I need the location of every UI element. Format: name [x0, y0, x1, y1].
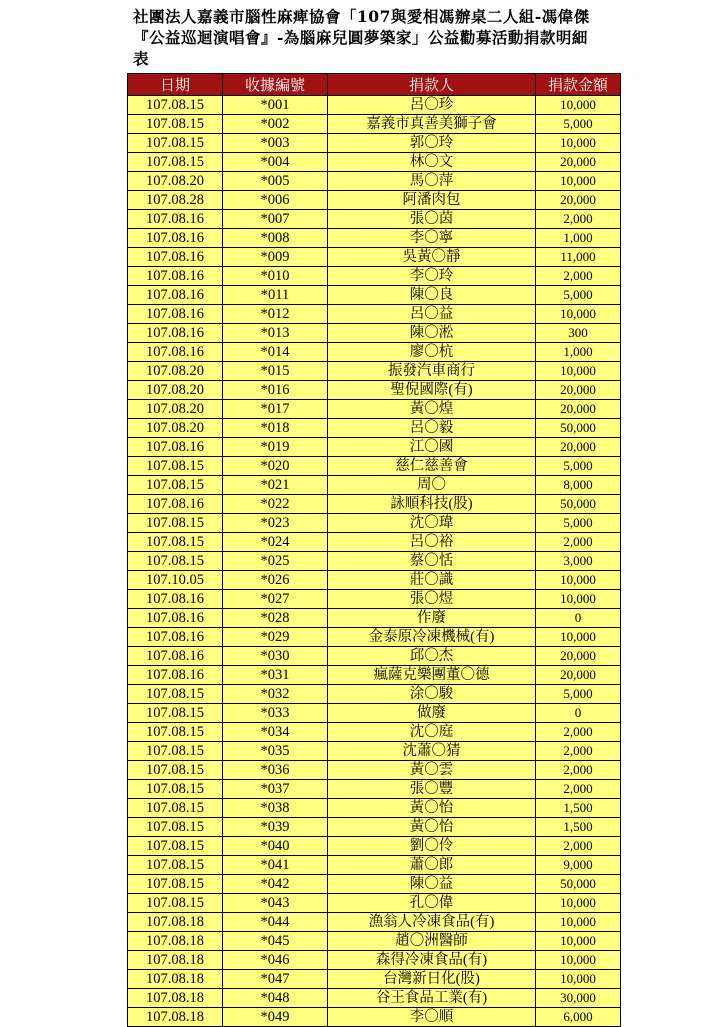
- amount-cell: 2,000: [536, 761, 621, 780]
- date-cell: 107.08.15: [128, 894, 223, 913]
- table-row: [128, 647, 621, 666]
- donor-cell: 張〇茵: [328, 210, 536, 229]
- table-row: [128, 799, 621, 818]
- receipt-no-cell: *015: [223, 362, 328, 381]
- table-row: [128, 666, 621, 685]
- amount-cell: 10,000: [536, 951, 621, 970]
- date-cell: 107.08.16: [128, 666, 223, 685]
- donor-cell: 振發汽車商行: [328, 362, 536, 381]
- table-row: [128, 191, 621, 210]
- table-row: [128, 533, 621, 552]
- date-cell: 107.08.15: [128, 742, 223, 761]
- table-row: [128, 476, 621, 495]
- table-body: [128, 96, 621, 1027]
- amount-cell: 50,000: [536, 495, 621, 514]
- receipt-no-cell: *043: [223, 894, 328, 913]
- date-cell: 107.08.28: [128, 191, 223, 210]
- amount-cell: 0: [536, 609, 621, 628]
- receipt-no-cell: *031: [223, 666, 328, 685]
- receipt-no-cell: *024: [223, 533, 328, 552]
- date-cell: 107.08.18: [128, 932, 223, 951]
- table-row: [128, 229, 621, 248]
- amount-cell: 30,000: [536, 989, 621, 1008]
- amount-cell: 10,000: [536, 362, 621, 381]
- table-row: [128, 305, 621, 324]
- receipt-no-cell: *029: [223, 628, 328, 647]
- date-cell: 107.08.18: [128, 1008, 223, 1027]
- amount-cell: 20,000: [536, 191, 621, 210]
- table-row: [128, 286, 621, 305]
- amount-cell: 5,000: [536, 286, 621, 305]
- donor-cell: 谷王食品工業(有): [328, 989, 536, 1008]
- date-cell: 107.08.16: [128, 267, 223, 286]
- date-cell: 107.08.20: [128, 400, 223, 419]
- date-cell: 107.08.16: [128, 438, 223, 457]
- date-cell: 107.08.16: [128, 324, 223, 343]
- table-row: [128, 913, 621, 932]
- receipt-no-cell: *017: [223, 400, 328, 419]
- donor-cell: 廖〇杭: [328, 343, 536, 362]
- amount-cell: 2,000: [536, 723, 621, 742]
- table-row: [128, 856, 621, 875]
- amount-cell: 10,000: [536, 571, 621, 590]
- date-cell: 107.08.16: [128, 229, 223, 248]
- date-cell: 107.10.05: [128, 571, 223, 590]
- receipt-no-cell: *045: [223, 932, 328, 951]
- amount-cell: 50,000: [536, 419, 621, 438]
- table-row: [128, 875, 621, 894]
- table-row: [128, 248, 621, 267]
- table-row: [128, 970, 621, 989]
- table-row: [128, 723, 621, 742]
- donor-cell: 慈仁慈善會: [328, 457, 536, 476]
- donor-cell: 沈蕭〇猜: [328, 742, 536, 761]
- table-row: [128, 590, 621, 609]
- receipt-no-cell: *003: [223, 134, 328, 153]
- donor-cell: 陳〇益: [328, 875, 536, 894]
- table-row: [128, 837, 621, 856]
- receipt-no-cell: *032: [223, 685, 328, 704]
- donor-cell: 做廢: [328, 704, 536, 723]
- receipt-no-cell: *005: [223, 172, 328, 191]
- receipt-no-cell: *046: [223, 951, 328, 970]
- date-cell: 107.08.20: [128, 381, 223, 400]
- header-receipt-no: 收據編號: [223, 74, 328, 96]
- amount-cell: 20,000: [536, 666, 621, 685]
- donor-cell: 陳〇良: [328, 286, 536, 305]
- table-row: [128, 894, 621, 913]
- date-cell: 107.08.15: [128, 818, 223, 837]
- receipt-no-cell: *007: [223, 210, 328, 229]
- donor-cell: 李〇順: [328, 1008, 536, 1027]
- amount-cell: 20,000: [536, 647, 621, 666]
- date-cell: 107.08.18: [128, 913, 223, 932]
- table-row: [128, 153, 621, 172]
- receipt-no-cell: *033: [223, 704, 328, 723]
- table-row: [128, 381, 621, 400]
- receipt-no-cell: *044: [223, 913, 328, 932]
- table-row: [128, 172, 621, 191]
- date-cell: 107.08.15: [128, 723, 223, 742]
- donor-cell: 李〇玲: [328, 267, 536, 286]
- donor-cell: 馬〇萍: [328, 172, 536, 191]
- receipt-no-cell: *039: [223, 818, 328, 837]
- receipt-no-cell: *037: [223, 780, 328, 799]
- table-row: [128, 552, 621, 571]
- amount-cell: 20,000: [536, 438, 621, 457]
- amount-cell: 10,000: [536, 134, 621, 153]
- donor-cell: 林〇文: [328, 153, 536, 172]
- receipt-no-cell: *048: [223, 989, 328, 1008]
- donor-cell: 森得冷凍食品(有): [328, 951, 536, 970]
- date-cell: 107.08.15: [128, 704, 223, 723]
- receipt-no-cell: *038: [223, 799, 328, 818]
- amount-cell: 10,000: [536, 932, 621, 951]
- date-cell: 107.08.18: [128, 970, 223, 989]
- receipt-no-cell: *010: [223, 267, 328, 286]
- table-row: [128, 704, 621, 723]
- receipt-no-cell: *008: [223, 229, 328, 248]
- receipt-no-cell: *006: [223, 191, 328, 210]
- amount-cell: 1,000: [536, 343, 621, 362]
- amount-cell: 10,000: [536, 305, 621, 324]
- date-cell: 107.08.15: [128, 514, 223, 533]
- table-row: [128, 400, 621, 419]
- amount-cell: 10,000: [536, 590, 621, 609]
- table-row: [128, 932, 621, 951]
- date-cell: 107.08.16: [128, 495, 223, 514]
- receipt-no-cell: *027: [223, 590, 328, 609]
- donor-cell: 呂〇珍: [328, 96, 536, 115]
- date-cell: 107.08.16: [128, 210, 223, 229]
- table-row: [128, 742, 621, 761]
- receipt-no-cell: *018: [223, 419, 328, 438]
- date-cell: 107.08.15: [128, 115, 223, 134]
- receipt-no-cell: *030: [223, 647, 328, 666]
- donor-cell: 聖倪國際(有): [328, 381, 536, 400]
- header-amount: 捐款金額: [536, 74, 621, 96]
- table-row: [128, 571, 621, 590]
- receipt-no-cell: *013: [223, 324, 328, 343]
- date-cell: 107.08.15: [128, 856, 223, 875]
- date-cell: 107.08.15: [128, 134, 223, 153]
- amount-cell: 1,000: [536, 229, 621, 248]
- date-cell: 107.08.20: [128, 172, 223, 191]
- amount-cell: 50,000: [536, 875, 621, 894]
- date-cell: 107.08.16: [128, 248, 223, 267]
- donor-cell: 金泰原冷凍機械(有): [328, 628, 536, 647]
- amount-cell: 5,000: [536, 115, 621, 134]
- donor-cell: 漁翁人冷凍食品(有): [328, 913, 536, 932]
- donor-cell: 劉〇伶: [328, 837, 536, 856]
- header-donor: 捐款人: [328, 74, 536, 96]
- date-cell: 107.08.16: [128, 609, 223, 628]
- table-row: [128, 761, 621, 780]
- amount-cell: 5,000: [536, 685, 621, 704]
- receipt-no-cell: *014: [223, 343, 328, 362]
- header-date: 日期: [128, 74, 223, 96]
- donor-cell: 阿潘肉包: [328, 191, 536, 210]
- date-cell: 107.08.15: [128, 837, 223, 856]
- donor-cell: 台灣新日化(股): [328, 970, 536, 989]
- date-cell: 107.08.15: [128, 685, 223, 704]
- receipt-no-cell: *023: [223, 514, 328, 533]
- date-cell: 107.08.15: [128, 799, 223, 818]
- table-row: [128, 343, 621, 362]
- donor-cell: 李〇寧: [328, 229, 536, 248]
- donor-cell: 趙〇洲醫師: [328, 932, 536, 951]
- amount-cell: 20,000: [536, 153, 621, 172]
- date-cell: 107.08.16: [128, 305, 223, 324]
- date-cell: 107.08.20: [128, 419, 223, 438]
- receipt-no-cell: *049: [223, 1008, 328, 1027]
- date-cell: 107.08.15: [128, 153, 223, 172]
- donor-cell: 沈〇瑋: [328, 514, 536, 533]
- amount-cell: 2,000: [536, 533, 621, 552]
- amount-cell: 20,000: [536, 381, 621, 400]
- receipt-no-cell: *025: [223, 552, 328, 571]
- donor-cell: 陳〇淞: [328, 324, 536, 343]
- donor-cell: 呂〇毅: [328, 419, 536, 438]
- receipt-no-cell: *009: [223, 248, 328, 267]
- receipt-no-cell: *012: [223, 305, 328, 324]
- amount-cell: 10,000: [536, 96, 621, 115]
- amount-cell: 2,000: [536, 780, 621, 799]
- table-row: [128, 438, 621, 457]
- receipt-no-cell: *016: [223, 381, 328, 400]
- donor-cell: 郭〇玲: [328, 134, 536, 153]
- receipt-no-cell: *041: [223, 856, 328, 875]
- receipt-no-cell: *021: [223, 476, 328, 495]
- receipt-no-cell: *002: [223, 115, 328, 134]
- amount-cell: 11,000: [536, 248, 621, 267]
- donation-table: [127, 73, 621, 1027]
- amount-cell: 10,000: [536, 172, 621, 191]
- donor-cell: 詠順科技(股): [328, 495, 536, 514]
- amount-cell: 5,000: [536, 457, 621, 476]
- amount-cell: 8,000: [536, 476, 621, 495]
- amount-cell: 0: [536, 704, 621, 723]
- amount-cell: 10,000: [536, 970, 621, 989]
- date-cell: 107.08.15: [128, 476, 223, 495]
- amount-cell: 300: [536, 324, 621, 343]
- amount-cell: 1,500: [536, 799, 621, 818]
- table-row: [128, 457, 621, 476]
- date-cell: 107.08.15: [128, 96, 223, 115]
- table-header-row: [128, 74, 621, 96]
- donor-cell: 孔〇偉: [328, 894, 536, 913]
- receipt-no-cell: *011: [223, 286, 328, 305]
- table-row: [128, 210, 621, 229]
- receipt-no-cell: *035: [223, 742, 328, 761]
- date-cell: 107.08.15: [128, 552, 223, 571]
- date-cell: 107.08.15: [128, 457, 223, 476]
- table-row: [128, 951, 621, 970]
- receipt-no-cell: *047: [223, 970, 328, 989]
- table-row: [128, 780, 621, 799]
- amount-cell: 10,000: [536, 628, 621, 647]
- amount-cell: 6,000: [536, 1008, 621, 1027]
- receipt-no-cell: *004: [223, 153, 328, 172]
- date-cell: 107.08.16: [128, 647, 223, 666]
- table-row: [128, 609, 621, 628]
- date-cell: 107.08.16: [128, 343, 223, 362]
- amount-cell: 2,000: [536, 210, 621, 229]
- donor-cell: 黃〇雲: [328, 761, 536, 780]
- amount-cell: 1,500: [536, 818, 621, 837]
- receipt-no-cell: *001: [223, 96, 328, 115]
- donor-cell: 吳黃〇靜: [328, 248, 536, 267]
- amount-cell: 2,000: [536, 267, 621, 286]
- table-row: [128, 419, 621, 438]
- table-row: [128, 495, 621, 514]
- date-cell: 107.08.18: [128, 989, 223, 1008]
- receipt-no-cell: *042: [223, 875, 328, 894]
- donor-cell: 蔡〇恬: [328, 552, 536, 571]
- table-row: [128, 628, 621, 647]
- date-cell: 107.08.15: [128, 780, 223, 799]
- donor-cell: 蕭〇郎: [328, 856, 536, 875]
- donor-cell: 江〇國: [328, 438, 536, 457]
- donor-cell: 周〇: [328, 476, 536, 495]
- date-cell: 107.08.16: [128, 286, 223, 305]
- date-cell: 107.08.16: [128, 628, 223, 647]
- donor-cell: 瘋薩克樂團董〇德: [328, 666, 536, 685]
- date-cell: 107.08.20: [128, 362, 223, 381]
- receipt-no-cell: *022: [223, 495, 328, 514]
- date-cell: 107.08.18: [128, 951, 223, 970]
- amount-cell: 10,000: [536, 894, 621, 913]
- donor-cell: 呂〇裕: [328, 533, 536, 552]
- receipt-no-cell: *040: [223, 837, 328, 856]
- donor-cell: 嘉義市真善美獅子會: [328, 115, 536, 134]
- donor-cell: 黃〇怡: [328, 799, 536, 818]
- document-title: 社團法人嘉義市腦性麻痺協會「107與愛相馮辦桌二人組-馮偉傑『公益巡迴演唱會』-為腦麻兒圓夢築家」公益勸募活動捐款明細表: [133, 7, 590, 68]
- donor-cell: 作廢: [328, 609, 536, 628]
- donor-cell: 黃〇煌: [328, 400, 536, 419]
- donor-cell: 張〇煜: [328, 590, 536, 609]
- donor-cell: 呂〇益: [328, 305, 536, 324]
- receipt-no-cell: *034: [223, 723, 328, 742]
- date-cell: 107.08.15: [128, 875, 223, 894]
- table-row: [128, 685, 621, 704]
- donor-cell: 沈〇庭: [328, 723, 536, 742]
- amount-cell: 3,000: [536, 552, 621, 571]
- table-row: [128, 989, 621, 1008]
- receipt-no-cell: *020: [223, 457, 328, 476]
- donor-cell: 莊〇識: [328, 571, 536, 590]
- date-cell: 107.08.16: [128, 590, 223, 609]
- table-row: [128, 818, 621, 837]
- amount-cell: 9,000: [536, 856, 621, 875]
- date-cell: 107.08.15: [128, 761, 223, 780]
- receipt-no-cell: *026: [223, 571, 328, 590]
- table-row: [128, 514, 621, 533]
- table-row: [128, 362, 621, 381]
- donor-cell: 黃〇怡: [328, 818, 536, 837]
- amount-cell: 10,000: [536, 913, 621, 932]
- table-row: [128, 324, 621, 343]
- receipt-no-cell: *028: [223, 609, 328, 628]
- date-cell: 107.08.15: [128, 533, 223, 552]
- amount-cell: 5,000: [536, 514, 621, 533]
- amount-cell: 2,000: [536, 837, 621, 856]
- donor-cell: 邱〇杰: [328, 647, 536, 666]
- table-row: [128, 96, 621, 115]
- receipt-no-cell: *036: [223, 761, 328, 780]
- table-row: [128, 115, 621, 134]
- amount-cell: 2,000: [536, 742, 621, 761]
- table-row: [128, 267, 621, 286]
- amount-cell: 20,000: [536, 400, 621, 419]
- donor-cell: 涂〇駿: [328, 685, 536, 704]
- receipt-no-cell: *019: [223, 438, 328, 457]
- donor-cell: 張〇豐: [328, 780, 536, 799]
- table-row: [128, 134, 621, 153]
